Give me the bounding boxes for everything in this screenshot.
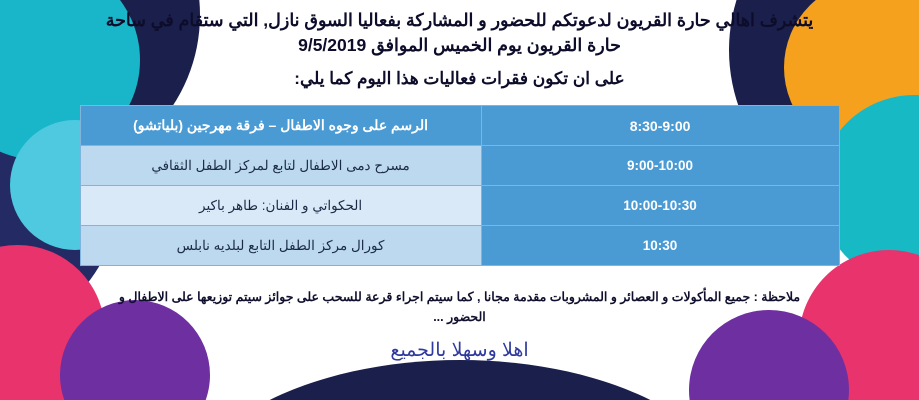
poster-note: ملاحظة : جميع المأكولات و العصائر و المشروبات مقدمة مجانا , كما سيتم اجراء قرعة للسحب على جوائز سيتم توزيعها على الاطفال و الحضور ... — [118, 290, 801, 324]
schedule-activity: الرسم على وجوه الاطفال – فرقة مهرجين (بلياتشو) — [80, 106, 481, 146]
schedule-time: 8:30-9:00 — [481, 106, 839, 146]
table-row — [80, 226, 839, 266]
table-row — [80, 106, 839, 146]
table-row — [80, 146, 839, 186]
poster-welcome: اهلا وسهلا بالجميع — [390, 340, 529, 361]
schedule-activity: مسرح دمى الاطفال لتابع لمركز الطفل الثقافي — [80, 146, 481, 186]
schedule-table — [80, 105, 840, 266]
poster-header — [0, 0, 919, 91]
schedule-activity: الحكواتي و الفنان: طاهر باكير — [80, 186, 481, 226]
poster-subline: على ان تكون فقرات فعاليات هذا اليوم كما يلي: — [294, 68, 625, 88]
poster-headline: يتشرف اهالي حارة القريون لدعوتكم للحضور و المشاركة بفعاليا السوق نازل, التي ستقام في ساحة حارة القريون يوم الخميس الموافق 9/5/2019 — [105, 10, 814, 56]
schedule-section — [80, 105, 840, 266]
navy-arc-bottom-icon — [180, 360, 740, 400]
schedule-activity: كورال مركز الطفل التابع لبلديه نابلس — [80, 226, 481, 266]
schedule-time: 9:00-10:00 — [481, 146, 839, 186]
table-row — [80, 186, 839, 226]
schedule-time: 10:30 — [481, 226, 839, 266]
schedule-time: 10:00-10:30 — [481, 186, 839, 226]
